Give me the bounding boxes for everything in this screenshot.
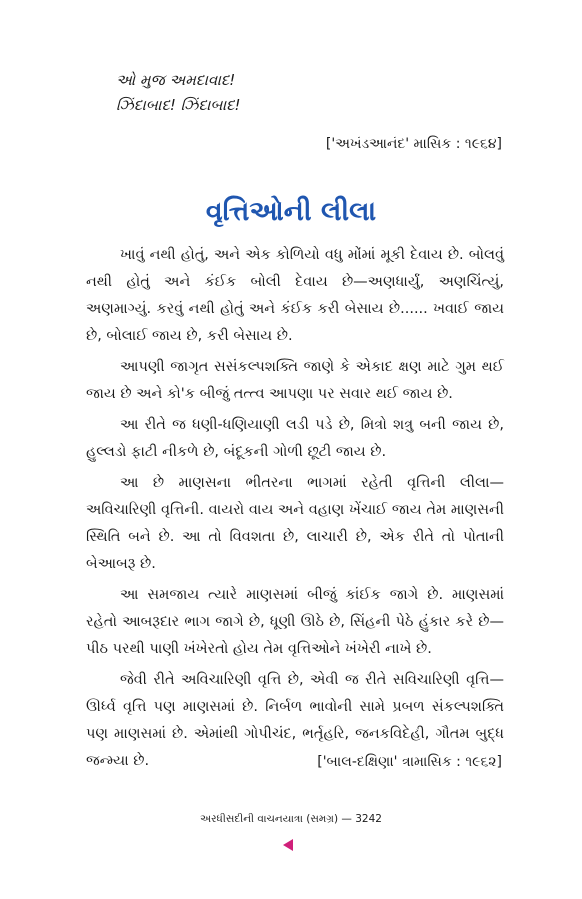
- poem-block: [116, 68, 241, 118]
- paragraph: આ રીતે જ ધણી-ધણિયાણી લડી પડે છે, મિત્રો શત્રુ બની જાય છે, હુલ્લડો ફાટી નીકળે છે, બંદૂકની ગોળી છૂટી જાય છે.: [86, 417, 504, 460]
- poem-line: ઝિંદાબાદ! ઝિંદાબાદ!: [116, 96, 241, 114]
- paragraph: આ છે માણસના ભીતરના ભાગમાં રહેતી વૃત્તિની લીલા—અવિચારિણી વૃત્તિની. વાયરો વાય અને વહાણ ખેંચાઈ જાય તેમ માણસની સ્થિતિ બને છે. આ તો વિવશતા છે, લાચારી છે, એક રીતે તો પોતાની બેઆબરૂ છે.: [86, 475, 504, 572]
- poem-line: ઓ મુજ અમદાવાદ!: [116, 71, 236, 89]
- paragraph: આ સમજાય ત્યારે માણસમાં બીજું કાંઈક જાગે છે. માણસમાં રહેતો આબરૂદાર ભાગ જાગે છે, ધૂણી ઊઠે છે, સિંહની પેઠે હુંકાર કરે છે—પીઠ પરથી પાણી ખંખેરતો હોય તેમ વૃત્તિઓને ખંખેરી નાખે છે.: [86, 587, 504, 657]
- page-footer: અરધીસદીની વાચનયાત્રા (સમગ્ર) — 3242: [200, 813, 382, 825]
- paragraph: જેવી રીતે અવિચારિણી વૃત્તિ છે, એવી જ રીતે સવિચારિણી વૃત્તિ—ઊર્ધ્વ વૃત્તિ પણ માણસમાં છે. નિર્બળ ભાવોની સામે પ્રબળ સંકલ્પશક્તિ પણ માણસમાં છે. એમાંથી ગોપીચંદ, ભર્તૃહરિ, જનકવિદેહી, ગૌતમ બુદ્ધ જન્મ્યા છે.: [86, 672, 504, 769]
- paragraph: આપણી જાગૃત સસંકલ્પશક્તિ જાણે કે એકાદ ક્ષણ માટે ગુમ થઈ જાય છે અને કો'ક બીજું તત્ત્વ આપણા પર સવાર થઈ જાય છે.: [86, 359, 504, 402]
- source-citation-bottom: ['બાલ-દક્ષિણા' ત્રામાસિક : ૧૯૬૨]: [317, 754, 502, 770]
- article-title: વૃત્તિઓની લીલા: [205, 196, 377, 227]
- triangle-left-icon[interactable]: [283, 839, 293, 851]
- paragraph: ખાવું નથી હોતું, અને એક કોળિયો વધુ મોંમાં મૂકી દેવાય છે. બોલવું નથી હોતું અને કંઈક બોલી દેવાય છે—અણધાર્યું, અણચિંત્યું, અણમાગ્યું. કરવું નથી હોતું અને કંઈક કરી બેસાય છે...... ખવાઈ જાય છે, બોલાઈ જાય છે, કરી બેસાય છે.: [86, 247, 504, 344]
- article-body: [86, 242, 504, 779]
- source-citation-top: ['અખંડઆનંદ' માસિક : ૧૯૬૪]: [325, 136, 502, 152]
